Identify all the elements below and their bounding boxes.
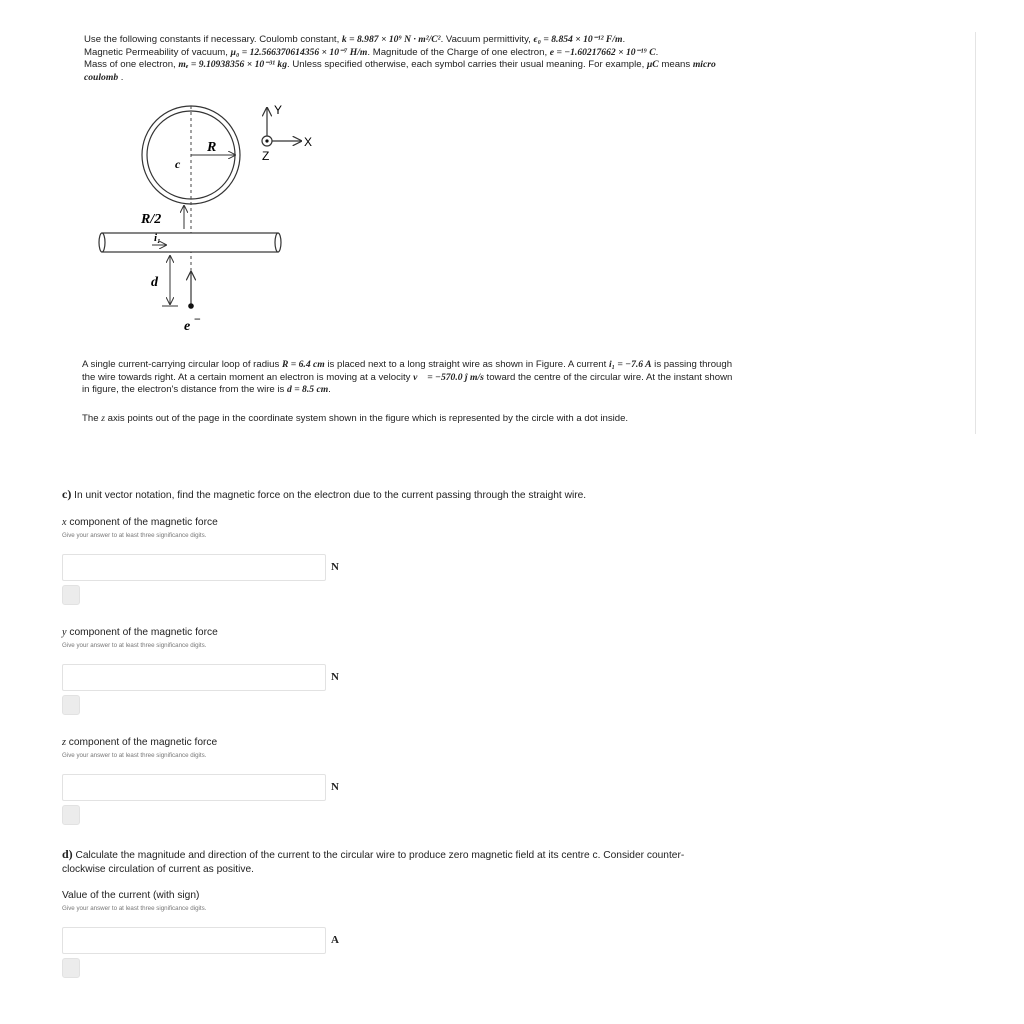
constants-text: . Unless specified otherwise, each symbol carries their usual meaning. For example,: [287, 59, 647, 70]
constants-text: Magnetic Permeability of vacuum,: [84, 46, 231, 58]
current-value-label: Value of the current (with sign): [62, 890, 200, 901]
current-value-hint: Give your answer to at least three significance digits.: [62, 905, 207, 912]
radius-value: R = 6.4 cm: [281, 359, 325, 370]
micro-coulomb-words: micro coulomb: [84, 59, 716, 83]
gap-label: R/2: [141, 212, 162, 227]
z-component-hint: Give your answer to at least three significance digits.: [62, 752, 207, 759]
z-axis-note: [82, 413, 628, 424]
y-symbol: y: [62, 627, 67, 638]
radius-label: R: [207, 140, 217, 155]
wire-end-left: [99, 233, 105, 252]
wire-end-right: [275, 233, 281, 252]
part-c-text: In unit vector notation, find the magnetic force on the electron due to the current passing through the straight wire.: [71, 490, 587, 501]
current-value-check-button[interactable]: [62, 958, 80, 978]
y-component-unit: N: [331, 671, 339, 683]
constants-text: .: [655, 46, 659, 58]
constants-text: .: [622, 34, 626, 45]
x-component-unit: N: [331, 561, 339, 573]
part-c-question: [62, 487, 742, 503]
description-text: .: [328, 384, 331, 395]
center-label: c: [175, 157, 181, 171]
x-component-check-button[interactable]: [62, 585, 80, 605]
description-text: is passing through the wire towards right. At a certain moment an electron is moving at a velocity: [82, 359, 733, 383]
description-text: is placed next to a long straight wire as shown in Figure. A current: [324, 359, 609, 370]
z-axis-dot: [265, 139, 268, 142]
z-component-input[interactable]: [62, 774, 326, 801]
distance-value: d = 8.5 cm: [287, 384, 329, 395]
electron-mass: mₑ = 9.10938356 × 10⁻³¹ kg: [178, 59, 288, 70]
distance-label: d: [151, 275, 158, 290]
electron-sign: −: [194, 312, 201, 326]
constants-text: . Vacuum permittivity,: [440, 34, 534, 45]
content-divider: [975, 32, 976, 434]
z-axis-label: Z: [262, 149, 270, 163]
constants-text: means: [658, 59, 693, 70]
problem-description: [82, 359, 742, 397]
current-value: i₁ = −7.6 A: [608, 359, 652, 370]
electron-charge: e = −1.60217662 × 10⁻¹⁹ C: [549, 46, 656, 58]
constants-paragraph: [84, 34, 744, 84]
constants-text: . Magnitude of the Charge of one electron,: [367, 46, 550, 58]
z-component-label: [62, 737, 217, 748]
x-symbol: x: [62, 517, 67, 528]
x-component-hint: Give your answer to at least three significance digits.: [62, 532, 207, 539]
field-label-text: component of the magnetic force: [66, 627, 218, 638]
micro-coulomb-symbol: μC: [646, 59, 659, 70]
constants-text: Use the following constants if necessary. Coulomb constant,: [84, 34, 342, 45]
part-d-text: Calculate the magnitude and direction of the current to the circular wire to produce zero magnetic field at its centre c. Consider counter-clockwise circulation of current as positive.: [62, 850, 685, 875]
physics-figure: [90, 96, 330, 336]
description-text: A single current-carrying circular loop of radius: [82, 359, 282, 370]
description-text: toward the centre of the circular wire. At the instant shown in figure, the electron's distance from the wire is: [82, 371, 733, 395]
field-label-text: component of the magnetic force: [66, 517, 218, 528]
z-component-unit: N: [331, 781, 339, 793]
z-component-check-button[interactable]: [62, 805, 80, 825]
coulomb-constant: k = 8.987 × 10⁹ N · m²/C²: [341, 34, 441, 45]
y-axis-label: Y: [274, 103, 283, 117]
vacuum-permittivity: ϵ₀ = 8.854 × 10⁻¹² F/m: [533, 34, 623, 45]
current-label: i₁: [154, 232, 161, 244]
y-component-label: [62, 627, 218, 638]
current-value-unit: A: [331, 934, 339, 946]
electron-label: e: [184, 319, 191, 334]
x-component-label: [62, 517, 218, 528]
constants-text: .: [118, 71, 124, 83]
vacuum-permeability: μ₀ = 12.566370614356 × 10⁻⁷ H/m: [230, 46, 368, 58]
straight-wire: [102, 233, 278, 252]
electron-dot: [188, 303, 194, 309]
z-symbol: z: [101, 413, 105, 424]
note-text: The: [82, 413, 102, 424]
part-c-label: c): [62, 487, 72, 501]
y-component-input[interactable]: [62, 664, 326, 691]
part-d-label: d): [62, 847, 73, 861]
field-label-text: component of the magnetic force: [65, 737, 218, 748]
constants-text: Mass of one electron,: [84, 59, 179, 70]
note-text: axis points out of the page in the coordinate system shown in the figure which is represented by the circle with a dot inside.: [104, 413, 629, 424]
part-d-question: [62, 847, 722, 877]
z-symbol: z: [62, 737, 66, 748]
y-component-hint: Give your answer to at least three significance digits.: [62, 642, 207, 649]
x-axis-label: X: [304, 135, 313, 149]
x-component-input[interactable]: [62, 554, 326, 581]
y-component-check-button[interactable]: [62, 695, 80, 715]
current-value-input[interactable]: [62, 927, 326, 954]
velocity-value: v⃗ = −570.0 ĵ m/s: [413, 371, 484, 383]
